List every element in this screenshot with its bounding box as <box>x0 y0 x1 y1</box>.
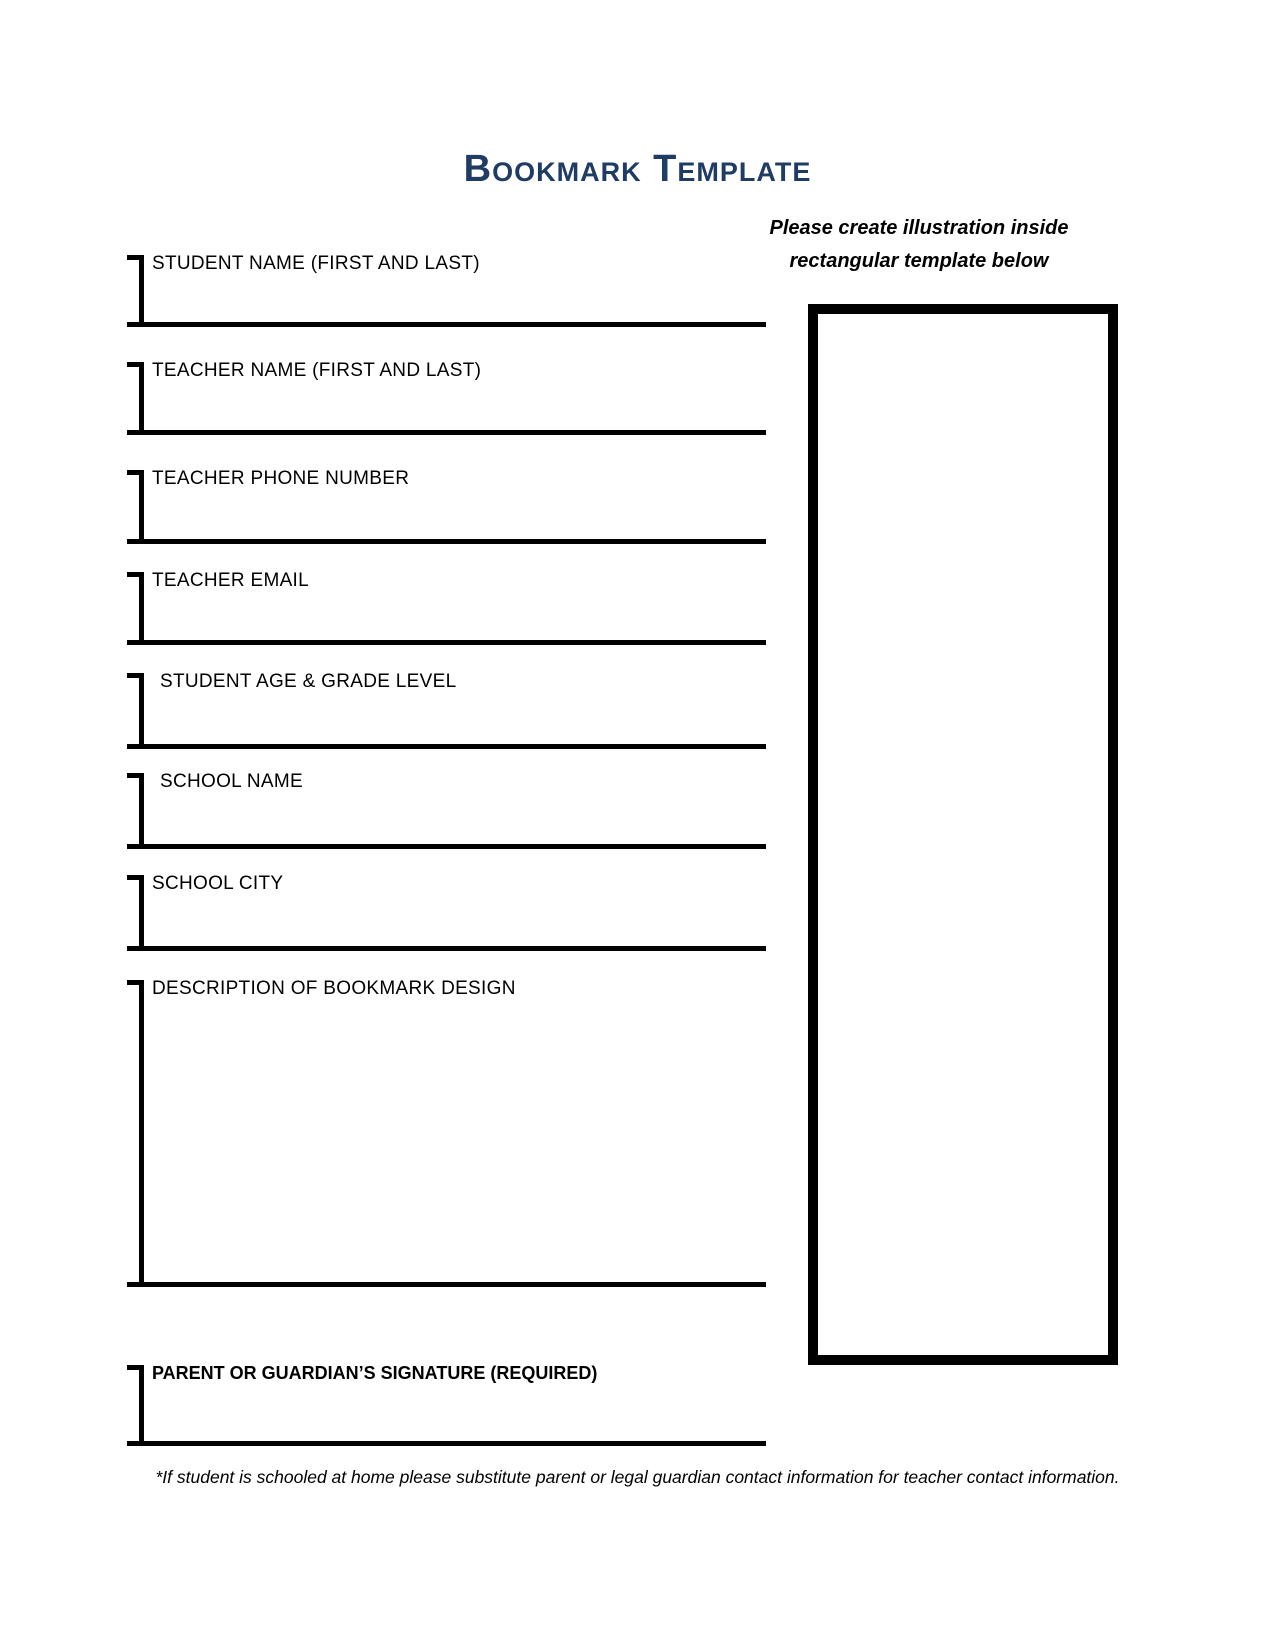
field-signature <box>127 1365 766 1446</box>
field-teacher-name <box>127 362 766 435</box>
illustration-instruction <box>760 212 1078 278</box>
field-underline <box>127 430 766 435</box>
field-underline <box>127 1441 766 1446</box>
illustration-instruction-line2: rectangular template below <box>789 250 1049 272</box>
field-school-city <box>127 875 766 951</box>
field-underline <box>127 744 766 749</box>
field-input-area[interactable] <box>144 496 762 538</box>
field-underline <box>127 844 766 849</box>
field-underline <box>127 1282 766 1287</box>
field-label: STUDENT AGE & GRADE LEVEL <box>160 671 457 692</box>
illustration-instruction-line1: Please create illustration inside <box>769 217 1069 239</box>
field-label: TEACHER NAME (FIRST AND LAST) <box>152 360 482 381</box>
field-label: PARENT OR GUARDIAN’S SIGNATURE (REQUIRED) <box>152 1363 598 1383</box>
field-input-area[interactable] <box>144 388 762 429</box>
field-input-area[interactable] <box>144 1006 762 1281</box>
field-student-name <box>127 255 766 327</box>
field-input-area[interactable] <box>144 1391 762 1440</box>
field-underline <box>127 322 766 327</box>
home-school-footnote: *If student is schooled at home please substitute parent or legal guardian contact information for teacher contact information. <box>155 1467 1120 1487</box>
field-underline <box>127 946 766 951</box>
field-input-area[interactable] <box>144 598 762 639</box>
field-input-area[interactable] <box>144 799 762 843</box>
field-input-area[interactable] <box>144 281 762 321</box>
field-description <box>127 980 766 1287</box>
field-teacher-phone <box>127 470 766 544</box>
field-underline <box>127 539 766 544</box>
page-title: Bookmark Template <box>463 148 812 190</box>
field-input-area[interactable] <box>144 699 762 743</box>
field-label: TEACHER EMAIL <box>152 570 309 591</box>
field-student-age-grade <box>127 673 766 749</box>
field-label: DESCRIPTION OF BOOKMARK DESIGN <box>152 978 516 999</box>
field-input-area[interactable] <box>144 901 762 945</box>
field-label: SCHOOL NAME <box>160 771 304 792</box>
illustration-template-box[interactable] <box>808 304 1118 1365</box>
field-teacher-email <box>127 572 766 645</box>
field-label: TEACHER PHONE NUMBER <box>152 468 410 489</box>
field-underline <box>127 640 766 645</box>
field-label: STUDENT NAME (FIRST AND LAST) <box>152 253 480 274</box>
field-school-name <box>127 773 766 849</box>
field-label: SCHOOL CITY <box>152 873 284 894</box>
